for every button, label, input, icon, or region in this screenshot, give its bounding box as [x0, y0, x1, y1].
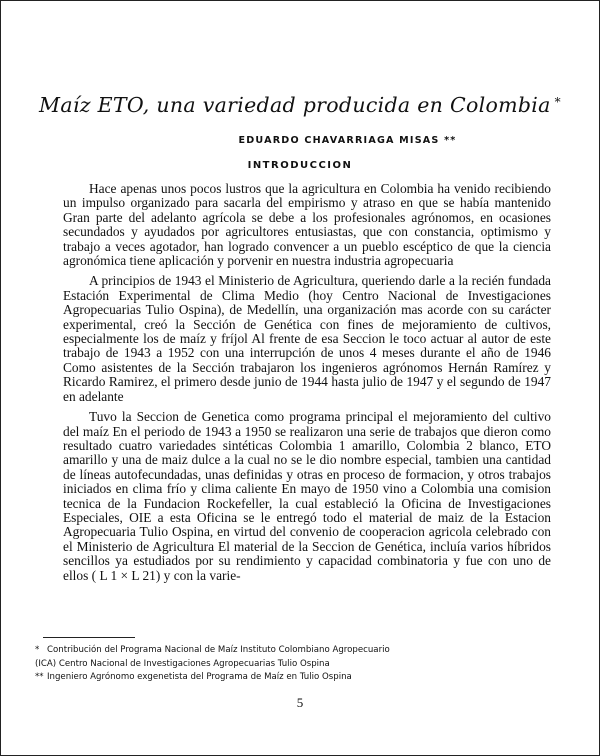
- footnote-2: [35, 671, 545, 685]
- footnote-2-text: Ingeniero Agrónomo exgenetista del Programa de Maíz en Tulio Ospina: [47, 672, 352, 682]
- paragraph: Hace apenas unos pocos lustros que la agricultura en Colombia ha venido recibiendo un impulso organizado para sacarla del empirismo y atraso en que se había mantenido Gran parte del adelanto agrícola se debe a los profesionales agrónomos, en ocasiones secundados y ayudados por agricultores entusiastas, que con constancia, optimismo y trabajo a veces agotador, han logrado convencer a un pueblo escéptico de que la ciencia agronómica tiene aplicación y porvenir en nuestra industria agropecuaria: [63, 181, 551, 269]
- paragraph: A principios de 1943 el Ministerio de Agricultura, queriendo darle a la recién fundada Estación Experimental de Clima Medio (hoy Centro Nacional de Investigaciones Agropecuarias Tulio Ospina), de Medellín, una organización mas acorde con su carácter experimental, creó la Sección de Genética con fines de mejoramiento de cultivos, especialmente los de maíz y fríjol Al frente de esa Seccion le toco actuar al autor de este trabajo de 1943 a 1952 con una interrupción de unos 4 meses durante el año de 1946 Como asistentes de la Sección trabajaron los ingenieros agrónomos Hernán Ramírez y Ricardo Ramirez, el primero desde junio de 1944 hasta julio de 1947 y el segundo de 1947 en adelante: [63, 273, 551, 404]
- body-text: [63, 182, 551, 589]
- page-number: 5: [296, 695, 304, 710]
- section-heading: INTRODUCCION: [247, 160, 353, 171]
- title-footnote-mark: *: [554, 95, 561, 109]
- author-line: EDUARDO CHAVARRIAGA MISAS **: [238, 135, 457, 146]
- footnote-1: [35, 644, 545, 658]
- paragraph: Tuvo la Seccion de Genetica como programa principal el mejoramiento del cultivo del maíz En el periodo de 1943 a 1950 se realizaron una serie de trabajos que dieron como resultado cuatro variedades sintéticas Colombia 1 amarillo, Colombia 2 blanco, ETO amarillo y una de maiz dulce a la cual no se le dio nombre especial, tambien una cantidad de líneas autofecundadas, unas definidas y otras en proceso de formacion, y otros trabajos iniciados en clima frío y clima caliente En mayo de 1950 vino a Colombia una comision tecnica de la Fundacion Rockefeller, la cual estableció la Oficina de Investigaciones Especiales, OIE a esta Oficina se le entregó todo el material de maiz de la Estacion Agropecuaria Tulio Ospina, en virtud del convenio de cooperacion agricola celebrado con el Ministerio de Agricultura El material de la Seccion de Genética, incluía varios híbridos sencillos ya estudiados por su rendimiento y capacidad combinatoria y fue con uno de ellos ( L 1 × L 21) y con la varie-: [63, 409, 551, 583]
- footnote-1-mark: *: [35, 645, 40, 655]
- footnote-1-continuation: (ICA) Centro Nacional de Investigaciones Agropecuarias Tulio Ospina: [35, 658, 330, 669]
- footnote-2-mark: **: [35, 672, 44, 682]
- footnote-divider: [43, 637, 135, 638]
- footnote-1-line1: Contribución del Programa Nacional de Maíz Instituto Colombiano Agropecuario: [47, 645, 390, 655]
- title-text: Maíz ETO, una variedad producida en Colombia: [39, 93, 551, 117]
- footnotes: [35, 644, 545, 685]
- article-title: [31, 93, 569, 117]
